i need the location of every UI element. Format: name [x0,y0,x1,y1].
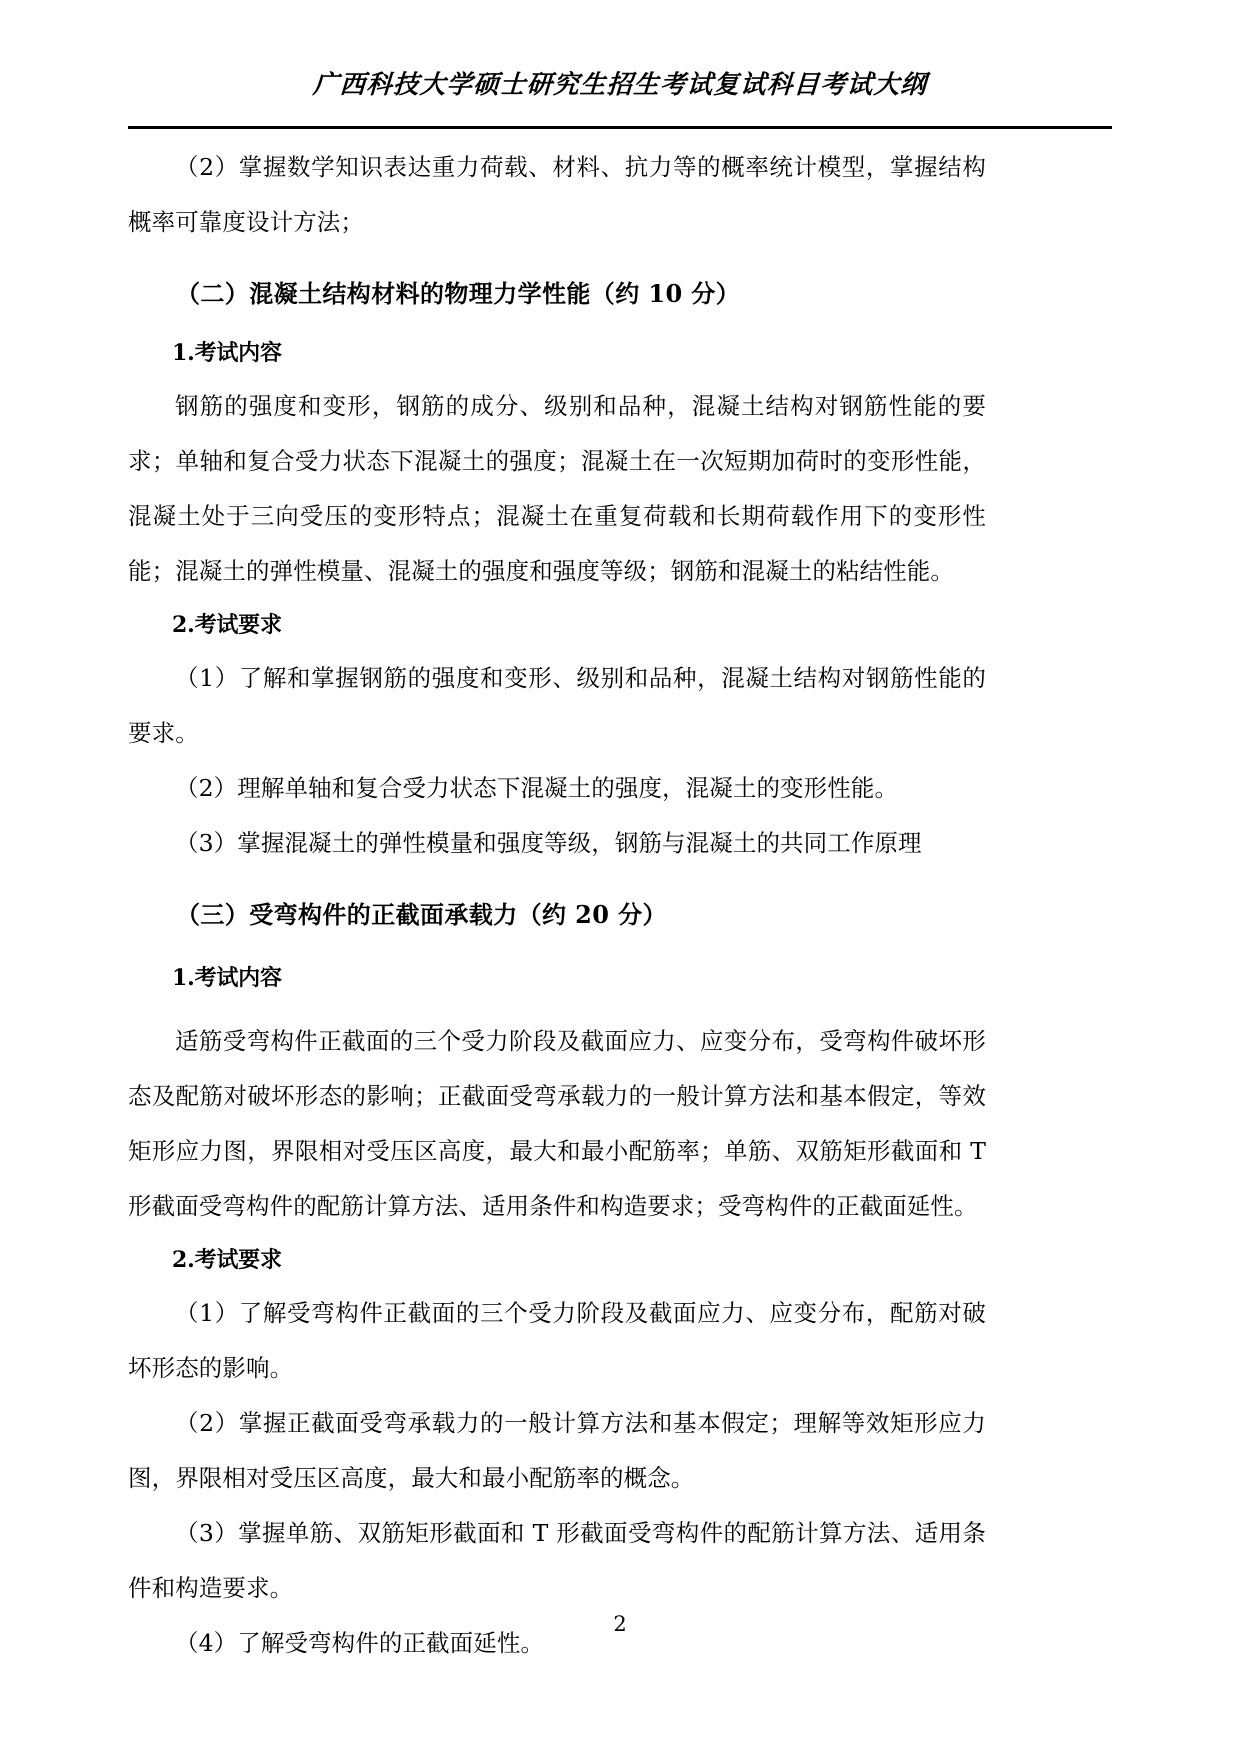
document-body [128,140,986,1671]
section-two-exam-content-title: 1.考试内容 [172,340,282,366]
section-three-requirement-item-2: （2）掌握正截面受弯承载力的一般计算方法和基本假定；理解等效矩形应力图，界限相对受压区高度，最大和最小配筋率的概念。 [128,1409,986,1492]
section-three-requirement-item-3: （3）掌握单筋、双筋矩形截面和 T 形截面受弯构件的配筋计算方法、适用条件和构造要求。 [128,1519,986,1602]
paragraph-item-a2: （2）掌握数学知识表达重力荷载、材料、抗力等的概率统计模型，掌握结构概率可靠度设计方法； [128,153,986,236]
section-heading-two: （二）混凝土结构材料的物理力学性能（约 10 分） [176,279,741,308]
section-two-requirement-item-2: （2）理解单轴和复合受力状态下混凝土的强度，混凝土的变形性能。 [175,774,899,802]
page-header [128,70,1112,132]
section-two-exam-content-body: 钢筋的强度和变形，钢筋的成分、级别和品种，混凝土结构对钢筋性能的要求；单轴和复合受力状态下混凝土的强度；混凝土在一次短期加荷时的变形性能，混凝土处于三向受压的变形特点；混凝土在重复荷载和长期荷载作用下的变形性能；混凝土的弹性模量、混凝土的强度和强度等级；钢筋和混凝土的粘结性能。 [128,392,986,585]
section-two-requirement-item-3: （3）掌握混凝土的弹性模量和强度等级，钢筋与混凝土的共同工作原理 [175,829,922,857]
section-three-requirement-item-1: （1）了解受弯构件正截面的三个受力阶段及截面应力、应变分布，配筋对破坏形态的影响。 [128,1299,986,1382]
header-divider [128,126,1112,129]
section-two-requirement-item-1: （1）了解和掌握钢筋的强度和变形、级别和品种，混凝土结构对钢筋性能的要求。 [128,664,986,747]
section-three-requirement-item-4: （4）了解受弯构件的正截面延性。 [175,1629,545,1657]
section-three-exam-content-title: 1.考试内容 [172,965,282,991]
section-two-exam-requirement-title: 2.考试要求 [172,612,282,638]
section-heading-three: （三）受弯构件的正截面承载力（约 20 分） [176,900,667,929]
spacer [128,1004,986,1014]
section-three-exam-requirement-title: 2.考试要求 [172,1247,282,1273]
page-number: 2 [613,1612,627,1636]
section-three-exam-content-body: 适筋受弯构件正截面的三个受力阶段及截面应力、应变分布，受弯构件破坏形态及配筋对破坏形态的影响；正截面受弯承载力的一般计算方法和基本假定，等效矩形应力图，界限相对受压区高度，最大和最小配筋率；单筋、双筋矩形截面和 T 形截面受弯构件的配筋计算方法、适用条件和构造要求；受弯构件的正截面延性。 [128,1027,986,1220]
header-title: 广西科技大学硕士研究生招生考试复试科目考试大纲 [312,70,928,100]
